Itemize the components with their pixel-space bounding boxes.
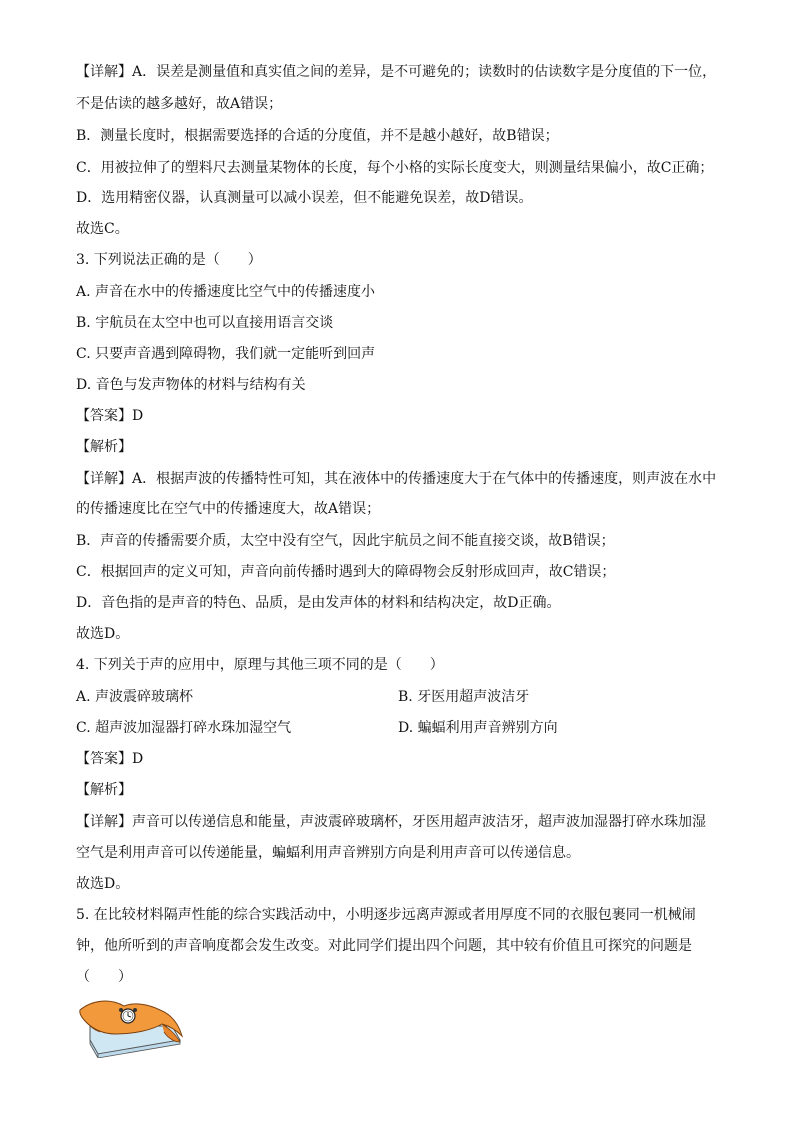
text-line: C．根据回声的定义可知，声音向前传播时遇到大的障碍物会反射形成回声，故C错误； [76, 564, 616, 580]
text-line: B．声音的传播需要介质，太空中没有空气，因此宇航员之间不能直接交谈，故B错误； [76, 533, 615, 549]
text-line: 【详解】声音可以传递信息和能量，声波震碎玻璃杯，牙医用超声波洁牙，超声波加湿器打碎水珠加湿 [76, 814, 706, 830]
option-a: A. 声音在水中的传播速度比空气中的传播速度小 [76, 284, 376, 300]
option-b: B. 牙医用超声波洁牙 [398, 689, 530, 705]
answer-label: 【答案】D [76, 751, 144, 767]
question-5: 5. 在比较材料隔声性能的综合实践活动中，小明逐步远离声源或者用厚度不同的衣服包裹同一机械闹 [76, 907, 696, 923]
text-line: B．测量长度时，根据需要选择的合适的分度值，并不是越小越好，故B错误； [76, 128, 559, 144]
text-line: （ ） [76, 969, 132, 985]
option-d: D. 蝙蝠利用声音辨别方向 [398, 720, 558, 736]
text-line: C．用被拉伸了的塑料尺去测量某物体的长度，每个小格的实际长度变大，则测量结果偏小，故C正确； [76, 160, 714, 176]
question-4: 4. 下列关于声的应用中，原理与其他三项不同的是（ ） [76, 657, 444, 673]
text-line: 钟，他所听到的声音响度都会发生改变。对此同学们提出四个问题，其中较有价值且可探究的问题是 [76, 938, 692, 954]
text-line: D．选用精密仪器，认真测量可以减小误差，但不能避免误差，故D错误。 [76, 190, 533, 206]
text-line: D．音色指的是声音的特色、品质，是由发声体的材料和结构决定，故D正确。 [76, 595, 561, 611]
text-line: 空气是利用声音可以传递能量，蝙蝠利用声音辨别方向是利用声音可以传递信息。 [76, 845, 580, 861]
option-b: B. 宇航员在太空中也可以直接用语言交谈 [76, 315, 334, 331]
text-line: 故选D。 [76, 626, 130, 642]
analysis-label: 【解析】 [76, 439, 132, 455]
option-c: C. 超声波加湿器打碎水珠加湿空气 [76, 720, 292, 736]
option-c: C. 只要声音遇到障碍物，我们就一定能听到回声 [76, 346, 376, 362]
alarm-clock-wrapped-figure [76, 996, 186, 1058]
text-line: 【详解】A．根据声波的传播特性可知，其在液体中的传播速度大于在气体中的传播速度，则声波在水中 [76, 471, 717, 487]
answer-label: 【答案】D [76, 408, 144, 424]
text-line: 的传播速度比在空气中的传播速度大，故A错误； [76, 501, 381, 517]
text-line: 故选D。 [76, 876, 130, 892]
analysis-label: 【解析】 [76, 782, 132, 798]
option-a: A. 声波震碎玻璃杯 [76, 689, 194, 705]
question-3: 3. 下列说法正确的是（ ） [76, 252, 262, 268]
text-line: 故选C。 [76, 221, 129, 237]
text-line: 不是估读的越多越好，故A错误； [76, 96, 283, 112]
text-line: 【详解】A．误差是测量值和真实值之间的差异，是不可避免的；读数时的估读数字是分度值的下一位， [76, 64, 717, 80]
option-d: D. 音色与发声物体的材料与结构有关 [76, 377, 306, 393]
